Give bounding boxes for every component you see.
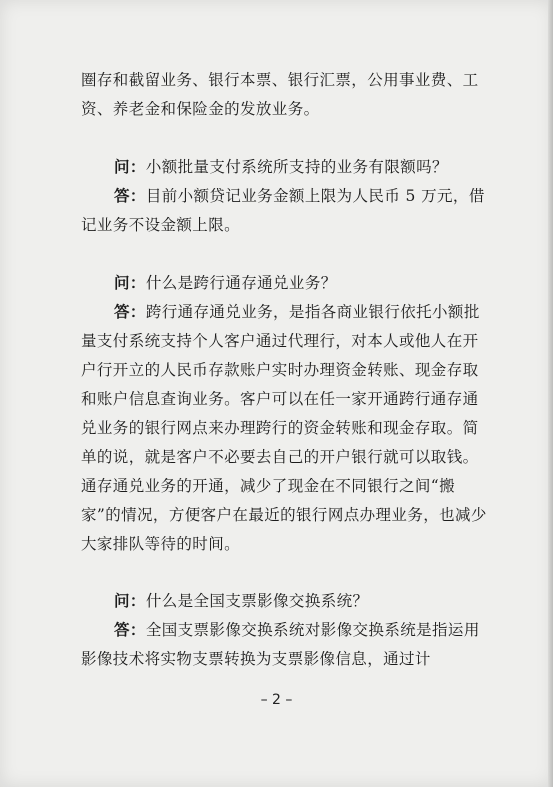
qa-item-cheque-image (81, 587, 494, 674)
question (81, 153, 494, 182)
qa-item-cross-bank (81, 269, 494, 559)
answer-text: 跨行通存通兑业务，是指各商业银行依托小额批量支付系统支持个人客户通过代理行，对本人或他人在开户行开立的人民币存款账户实时办理资金转账、现金存取和账户信息查询业务。客户可以在任一家开通跨行通存通兑业务的银行网点来办理跨行的资金转账和现金存取。简单的说，就是客户不必要去自己的开户银行就可以取钱。通存通兑业务的开通，减少了现金在不同银行之间“搬家”的情况，方便客户在最近的银行网点办理业务，也减少大家排队等待的时间。 (81, 303, 487, 553)
question-text: 什么是跨行通存通兑业务？ (145, 274, 337, 292)
answer (81, 298, 494, 559)
question-label: 问： (114, 592, 146, 610)
question-text: 小额批量支付系统所支持的业务有限额吗？ (145, 158, 448, 176)
answer-text: 目前小额贷记业务金额上限为人民币 5 万元，借记业务不设金额上限。 (81, 187, 485, 234)
question-text: 什么是全国支票影像交换系统？ (145, 592, 369, 610)
page-number: – 2 – (260, 692, 293, 708)
answer-label: 答： (114, 621, 146, 639)
answer (81, 616, 494, 674)
qa-item-limit (81, 153, 494, 240)
answer (81, 182, 494, 240)
answer-label: 答： (114, 187, 146, 205)
question (81, 269, 494, 298)
answer-text: 全国支票影像交换系统对影像交换系统是指运用影像技术将实物支票转换为支票影像信息，通过计 (81, 621, 480, 668)
question-label: 问： (114, 158, 146, 176)
question (81, 587, 494, 616)
continuation-paragraph: 圈存和截留业务、银行本票、银行汇票，公用事业费、工资、养老金和保险金的发放业务。 (81, 71, 479, 118)
continuation-block (81, 66, 494, 124)
page-edge-shadow (548, 0, 553, 787)
answer-label: 答： (114, 303, 146, 321)
question-label: 问： (114, 274, 146, 292)
